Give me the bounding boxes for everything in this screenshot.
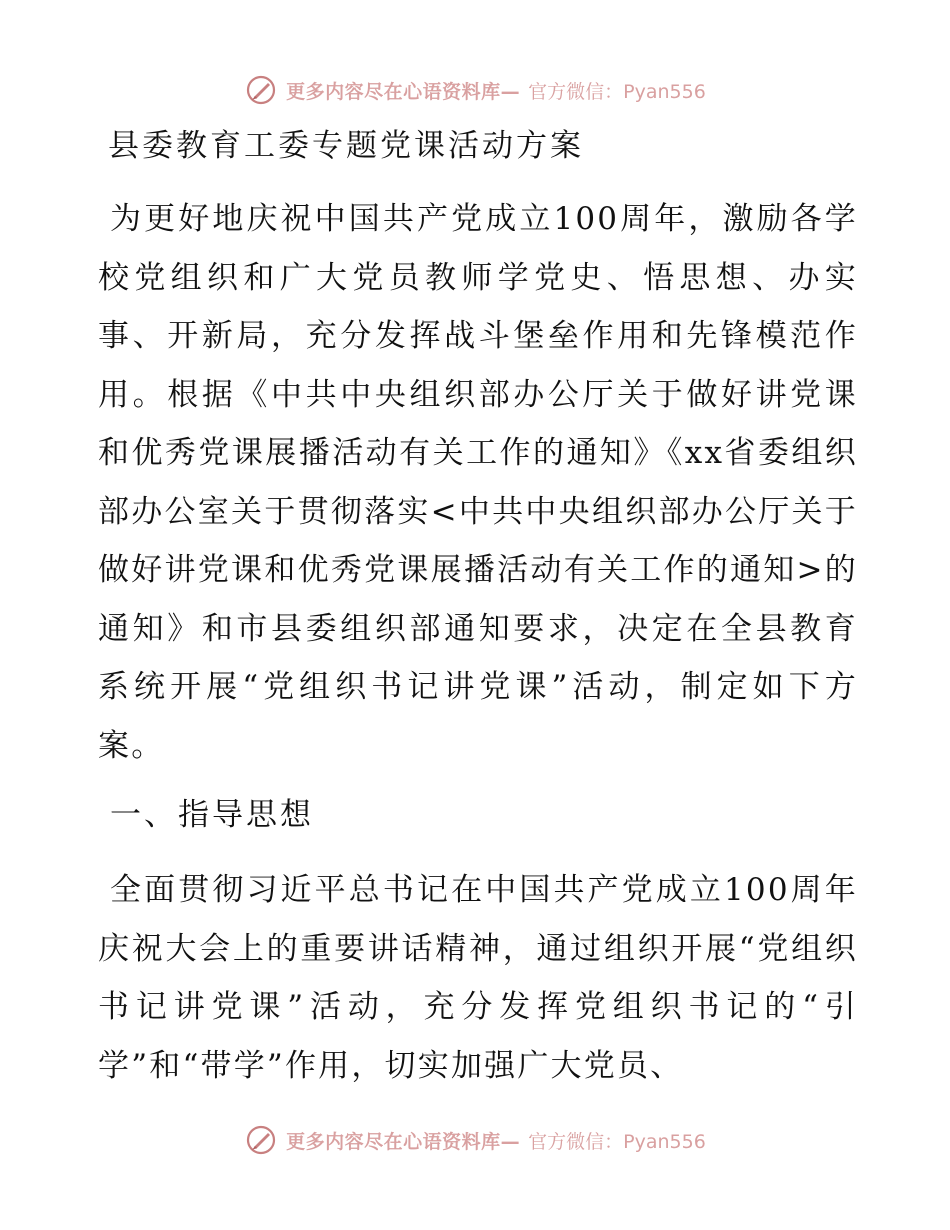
- document-body: [98, 120, 858, 1109]
- watermark-text: 更多内容尽在心语资料库—: [286, 1130, 521, 1153]
- watermark-footer: [0, 1120, 950, 1160]
- pen-logo-icon: [244, 1123, 278, 1157]
- watermark-header: [0, 70, 950, 110]
- watermark-contact: 官方微信：Pyan556: [528, 1130, 706, 1153]
- document-title: 县委教育工委专题党课活动方案: [108, 128, 584, 164]
- guiding-thought-paragraph: 全面贯彻习近平总书记在中国共产党成立100周年庆祝大会上的重要讲话精神，通过组织开展“党组织书记讲党课”活动，充分发挥党组织书记的“引学”和“带学”作用，切实加强广大党员、: [98, 872, 858, 1084]
- pen-logo-icon: [244, 73, 278, 107]
- watermark-contact: 官方微信：Pyan556: [528, 80, 706, 103]
- watermark-text: 更多内容尽在心语资料库—: [286, 80, 521, 103]
- section-heading-guiding-thought: 一、指导思想: [110, 797, 314, 833]
- intro-paragraph: 为更好地庆祝中国共产党成立100周年，激励各学校党组织和广大党员教师学党史、悟思想、办实事、开新局，充分发挥战斗堡垒作用和先锋模范作用。根据《中共中央组织部办公厅关于做好讲党课和优秀党课展播活动有关工作的通知》《xx省委组织部办公室关于贯彻落实<中共中央组织部办公厅关于做好讲党课和优秀党课展播活动有关工作的通知>的通知》和市县委组织部通知要求，决定在全县教育系统开展“党组织书记讲党课”活动，制定如下方案。: [98, 201, 858, 764]
